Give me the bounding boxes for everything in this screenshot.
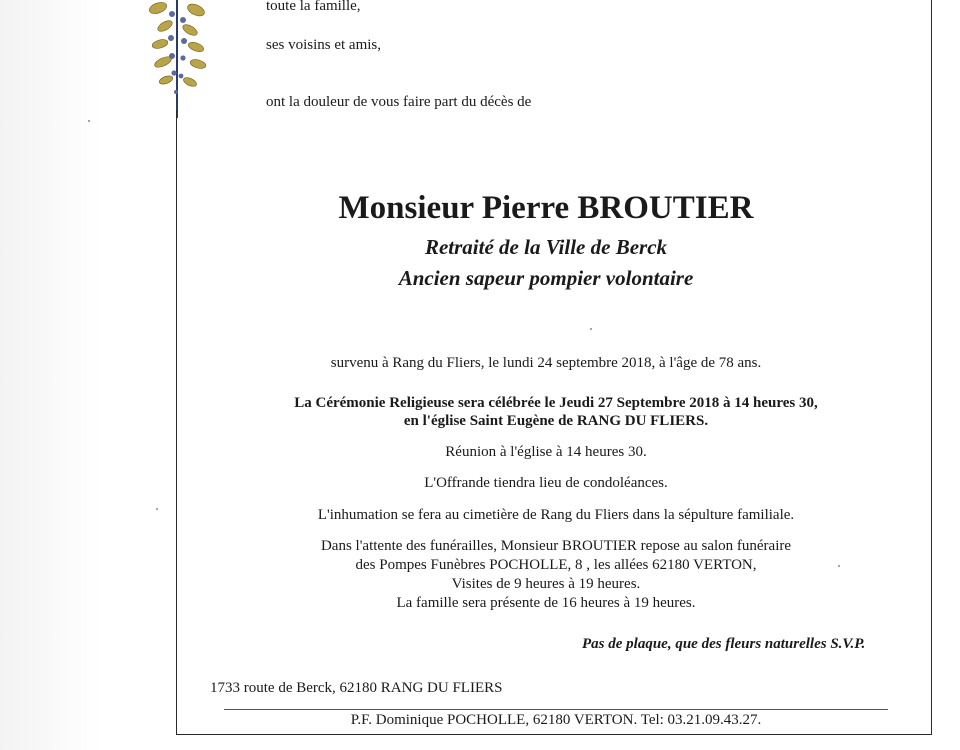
announcement-text: ont la douleur de vous faire part du décès de bbox=[266, 94, 532, 110]
visiting-hours: Visites de 9 heures à 19 heures. bbox=[451, 576, 641, 592]
deceased-name: Monsieur Pierre BROUTIER bbox=[338, 190, 754, 226]
deceased-title-1: Retraité de la Ville de Berck bbox=[424, 235, 668, 259]
flower-icon bbox=[138, 0, 218, 125]
death-notice: survenu à Rang du Fliers, le lundi 24 septembre 2018, à l'âge de 78 ans. bbox=[330, 355, 762, 371]
scan-speck bbox=[590, 328, 592, 330]
ceremony-line-1: La Cérémonie Religieuse sera célébrée le Jeudi 27 Septembre 2018 à 14 heures 30, bbox=[294, 395, 818, 411]
home-address: 1733 route de Berck, 62180 RANG DU FLIERS bbox=[210, 680, 503, 696]
scan-speck bbox=[88, 120, 90, 122]
frame-left-border bbox=[176, 110, 177, 735]
funeral-line-1: Dans l'attente des funérailles, Monsieur BROUTIER repose au salon funéraire bbox=[320, 538, 792, 554]
family-presence: La famille sera présente de 16 heures à 19 heures. bbox=[396, 595, 696, 611]
church-meeting: Réunion à l'église à 14 heures 30. bbox=[445, 444, 647, 460]
ceremony-line-2: en l'église Saint Eugène de RANG DU FLIERS. bbox=[403, 413, 709, 429]
family-line-2: ses voisins et amis, bbox=[266, 37, 381, 53]
scan-speck bbox=[156, 508, 158, 510]
scan-speck bbox=[838, 565, 840, 567]
frame-bottom-border bbox=[176, 734, 932, 735]
family-line-1: toute la famille, bbox=[266, 0, 361, 14]
funeral-line-2: des Pompes Funèbres POCHOLLE, 8 , les allées 62180 VERTON, bbox=[355, 557, 757, 573]
offering-note: L'Offrande tiendra lieu de condoléances. bbox=[424, 475, 668, 491]
undertaker-contact: P.F. Dominique POCHOLLE, 62180 VERTON. Tel: 03.21.09.43.27. bbox=[350, 712, 762, 728]
burial-note: L'inhumation se fera au cimetière de Rang du Fliers dans la sépulture familiale. bbox=[317, 507, 795, 523]
footer-separator bbox=[224, 709, 888, 710]
frame-right-border bbox=[931, 0, 932, 735]
scan-shadow bbox=[0, 0, 100, 750]
deceased-title-2: Ancien sapeur pompier volontaire bbox=[398, 266, 694, 290]
flowers-note: Pas de plaque, que des fleurs naturelles S.V.P. bbox=[582, 636, 866, 652]
